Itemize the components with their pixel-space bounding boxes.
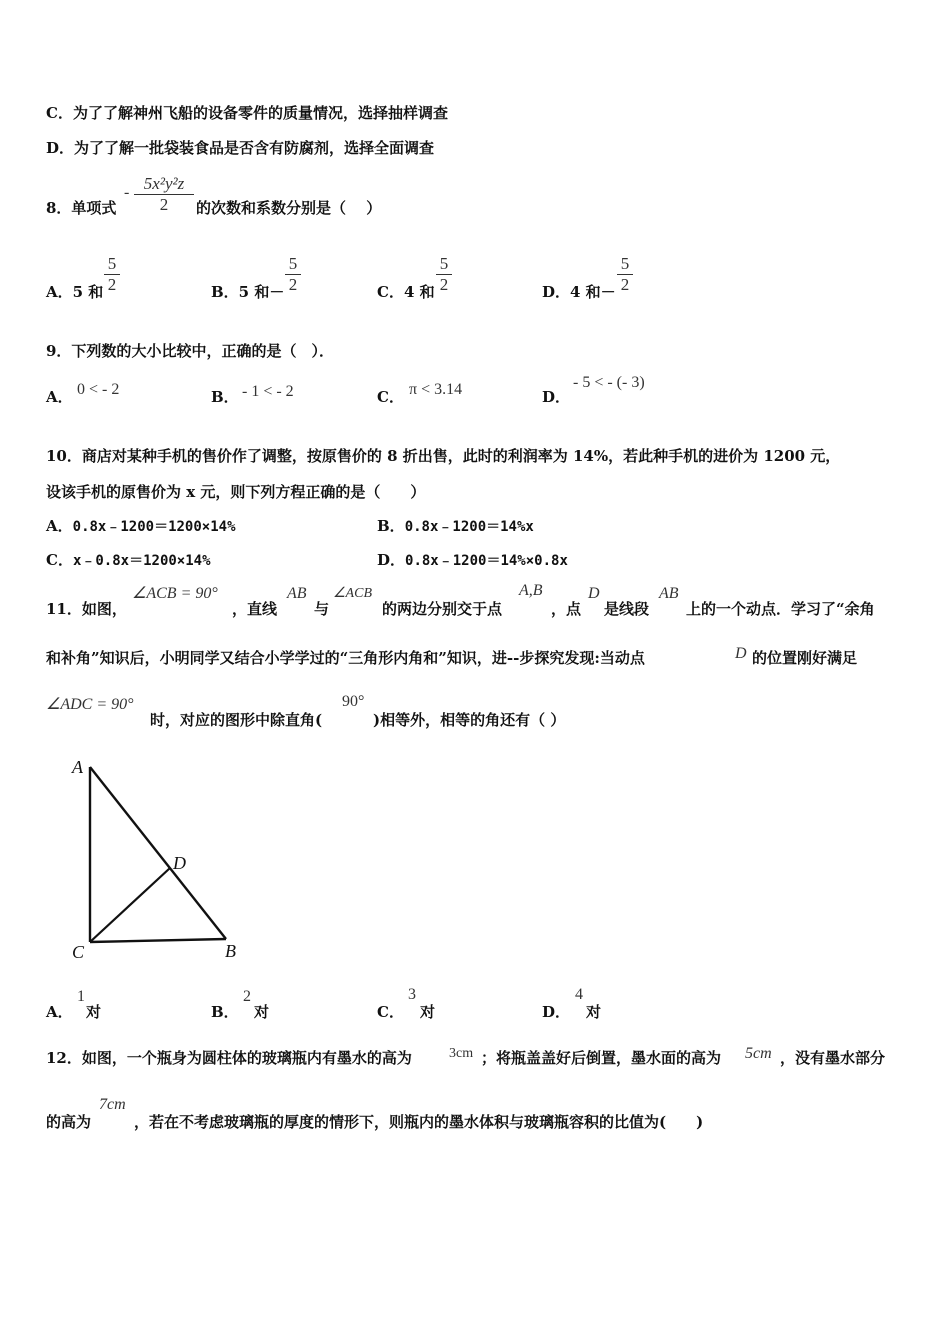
q12-line2a: 的高为 — [46, 1113, 92, 1131]
q12-line2b: ，若在不考虑玻璃瓶的厚度的情形下，则瓶内的墨水体积与玻璃瓶容积的比值为( ) — [134, 1113, 704, 1131]
q12-line1c: ，没有墨水部分 — [780, 1049, 886, 1067]
q9-option-c-label: C． — [377, 388, 404, 406]
q8-option-c-den: 2 — [436, 274, 452, 295]
q11-option-b-label: B． — [211, 1003, 239, 1021]
q8-option-c-fraction — [436, 254, 452, 295]
q12-line1a: 12．如图，一个瓶身为圆柱体的玻璃瓶内有墨水的高为 — [46, 1049, 412, 1067]
segment-ab — [90, 767, 226, 939]
q12-h1: 3cm — [449, 1046, 474, 1061]
q11-option-d-n: 4 — [575, 986, 583, 1003]
q10-option-a-label: A． — [46, 517, 73, 535]
label-d: D — [173, 853, 186, 873]
q10-option-a — [46, 515, 236, 536]
q11-angle-acb: ∠ACB = 90° — [132, 585, 218, 602]
q11-option-c-suffix: 对 — [420, 1003, 436, 1021]
q10-option-b — [377, 515, 534, 536]
q11-point-d: D — [588, 585, 600, 602]
q8-option-d-den: 2 — [617, 274, 633, 295]
q12-h2: 5cm — [745, 1045, 772, 1062]
q11-p1: 11．如图， — [46, 600, 127, 618]
label-b: B — [225, 941, 236, 961]
q10-option-d-eq: 0.8x﹣1200＝14%×0.8x — [405, 553, 568, 569]
q11-option-c-n: 3 — [408, 986, 416, 1003]
q8-denominator: 2 — [134, 194, 194, 215]
q8-option-d-fraction — [617, 254, 633, 295]
q11-option-b-n: 2 — [243, 988, 251, 1005]
q11-angle-adc: ∠ADC = 90° — [46, 696, 134, 713]
q8-option-a-num: 5 — [107, 254, 117, 273]
q11-line3b: )相等外，相等的角还有（ ） — [373, 711, 566, 729]
q11-p2: ，直线 — [232, 600, 278, 618]
q11-points-ab: A,B — [519, 582, 543, 599]
q7-option-c: C．为了了解神州飞船的设备零件的质量情况，选择抽样调查 — [46, 104, 448, 122]
q11-option-a-label: A． — [46, 1003, 73, 1021]
q10-option-a-eq: 0.8x﹣1200＝1200×14% — [72, 519, 236, 535]
q8-option-b-fraction — [285, 254, 301, 295]
q9-option-d-expr: - 5 < - (- 3) — [573, 374, 645, 391]
q10-option-c-label: C． — [46, 551, 73, 569]
q11-line2b: 的位置刚好满足 — [752, 649, 858, 667]
q11-point-d-2: D — [735, 645, 747, 662]
q11-line3a: 时，对应的图形中除直角( — [150, 711, 323, 729]
q9-option-c-expr: π < 3.14 — [409, 381, 463, 398]
q8-option-b-num: 5 — [288, 254, 298, 273]
q11-triangle-figure — [60, 745, 260, 970]
q12-h3: 7cm — [99, 1096, 126, 1113]
q11-ab-1: AB — [287, 585, 307, 602]
q11-p6: 是线段 — [604, 600, 650, 618]
q11-p4: 的两边分别交于点 — [382, 600, 503, 618]
q11-option-a-n: 1 — [77, 988, 85, 1005]
q10-option-d — [377, 549, 568, 570]
q11-option-b-suffix: 对 — [254, 1003, 270, 1021]
q11-angle-acb-2: ∠ACB — [333, 586, 372, 601]
q11-p3: 与 — [314, 600, 330, 618]
q10-option-b-label: B． — [377, 517, 405, 535]
q10-option-c — [46, 549, 211, 570]
q10-option-b-eq: 0.8x﹣1200＝14%x — [404, 519, 534, 535]
q8-numerator: 5x²y²z — [143, 174, 185, 193]
q10-stem-line1: 10．商店对某种手机的售价作了调整，按原售价的 8 折出售，此时的利润率为 14%，若此种手机的进价为 1200 元， — [46, 447, 841, 465]
q11-line2a: 和补角”知识后，小明同学又结合小学学过的“三角形内角和”知识，进--步探究发现:当动点 — [46, 649, 645, 667]
q11-option-c-label: C． — [377, 1003, 404, 1021]
q8-option-d-label: D．4 和－ — [542, 283, 616, 301]
q8-option-d-num: 5 — [620, 254, 630, 273]
q8-neg-sign: - — [124, 184, 130, 201]
q8-option-c-label: C．4 和 — [377, 283, 435, 301]
q9-option-d-label: D． — [542, 388, 571, 406]
q12-line1b: ；将瓶盖盖好后倒置，墨水面的高为 — [481, 1049, 722, 1067]
q10-stem-line2: 设该手机的原售价为 x 元，则下列方程正确的是（ ） — [46, 483, 426, 501]
q8-monomial-fraction — [134, 174, 194, 215]
q8-option-a-den: 2 — [104, 274, 120, 295]
q8-option-a-fraction — [104, 254, 120, 295]
q11-ab-2: AB — [659, 585, 679, 602]
q8-option-b-label: B．5 和－ — [211, 283, 285, 301]
q9-option-b-expr: - 1 < - 2 — [242, 383, 294, 400]
label-c: C — [72, 942, 85, 962]
segment-cb — [90, 939, 226, 942]
q8-option-b-den: 2 — [285, 274, 301, 295]
q11-p5: ，点 — [551, 600, 582, 618]
q9-stem: 9．下列数的大小比较中，正确的是（ ）． — [46, 342, 334, 360]
q8-option-a-label: A．5 和 — [46, 283, 104, 301]
q7-option-d: D．为了了解一批袋装食品是否含有防腐剂，选择全面调查 — [46, 139, 435, 157]
q9-option-b-label: B． — [211, 388, 239, 406]
q8-prefix: 8．单项式 — [46, 199, 117, 217]
q10-option-d-label: D． — [377, 551, 406, 569]
q8-suffix: 的次数和系数分别是（ ） — [196, 199, 382, 217]
q11-option-d-suffix: 对 — [586, 1003, 602, 1021]
q11-option-a-suffix: 对 — [86, 1003, 102, 1021]
q11-deg90: 90° — [342, 693, 365, 710]
q10-option-c-eq: x﹣0.8x＝1200×14% — [72, 553, 211, 569]
segment-cd — [90, 868, 170, 942]
q11-option-d-label: D． — [542, 1003, 571, 1021]
q8-option-c-num: 5 — [439, 254, 449, 273]
label-a: A — [72, 757, 83, 777]
q9-option-a-expr: 0 < - 2 — [77, 381, 120, 398]
q11-p7: 上的一个动点．学习了“余角 — [686, 600, 875, 618]
q9-option-a-label: A． — [46, 388, 73, 406]
